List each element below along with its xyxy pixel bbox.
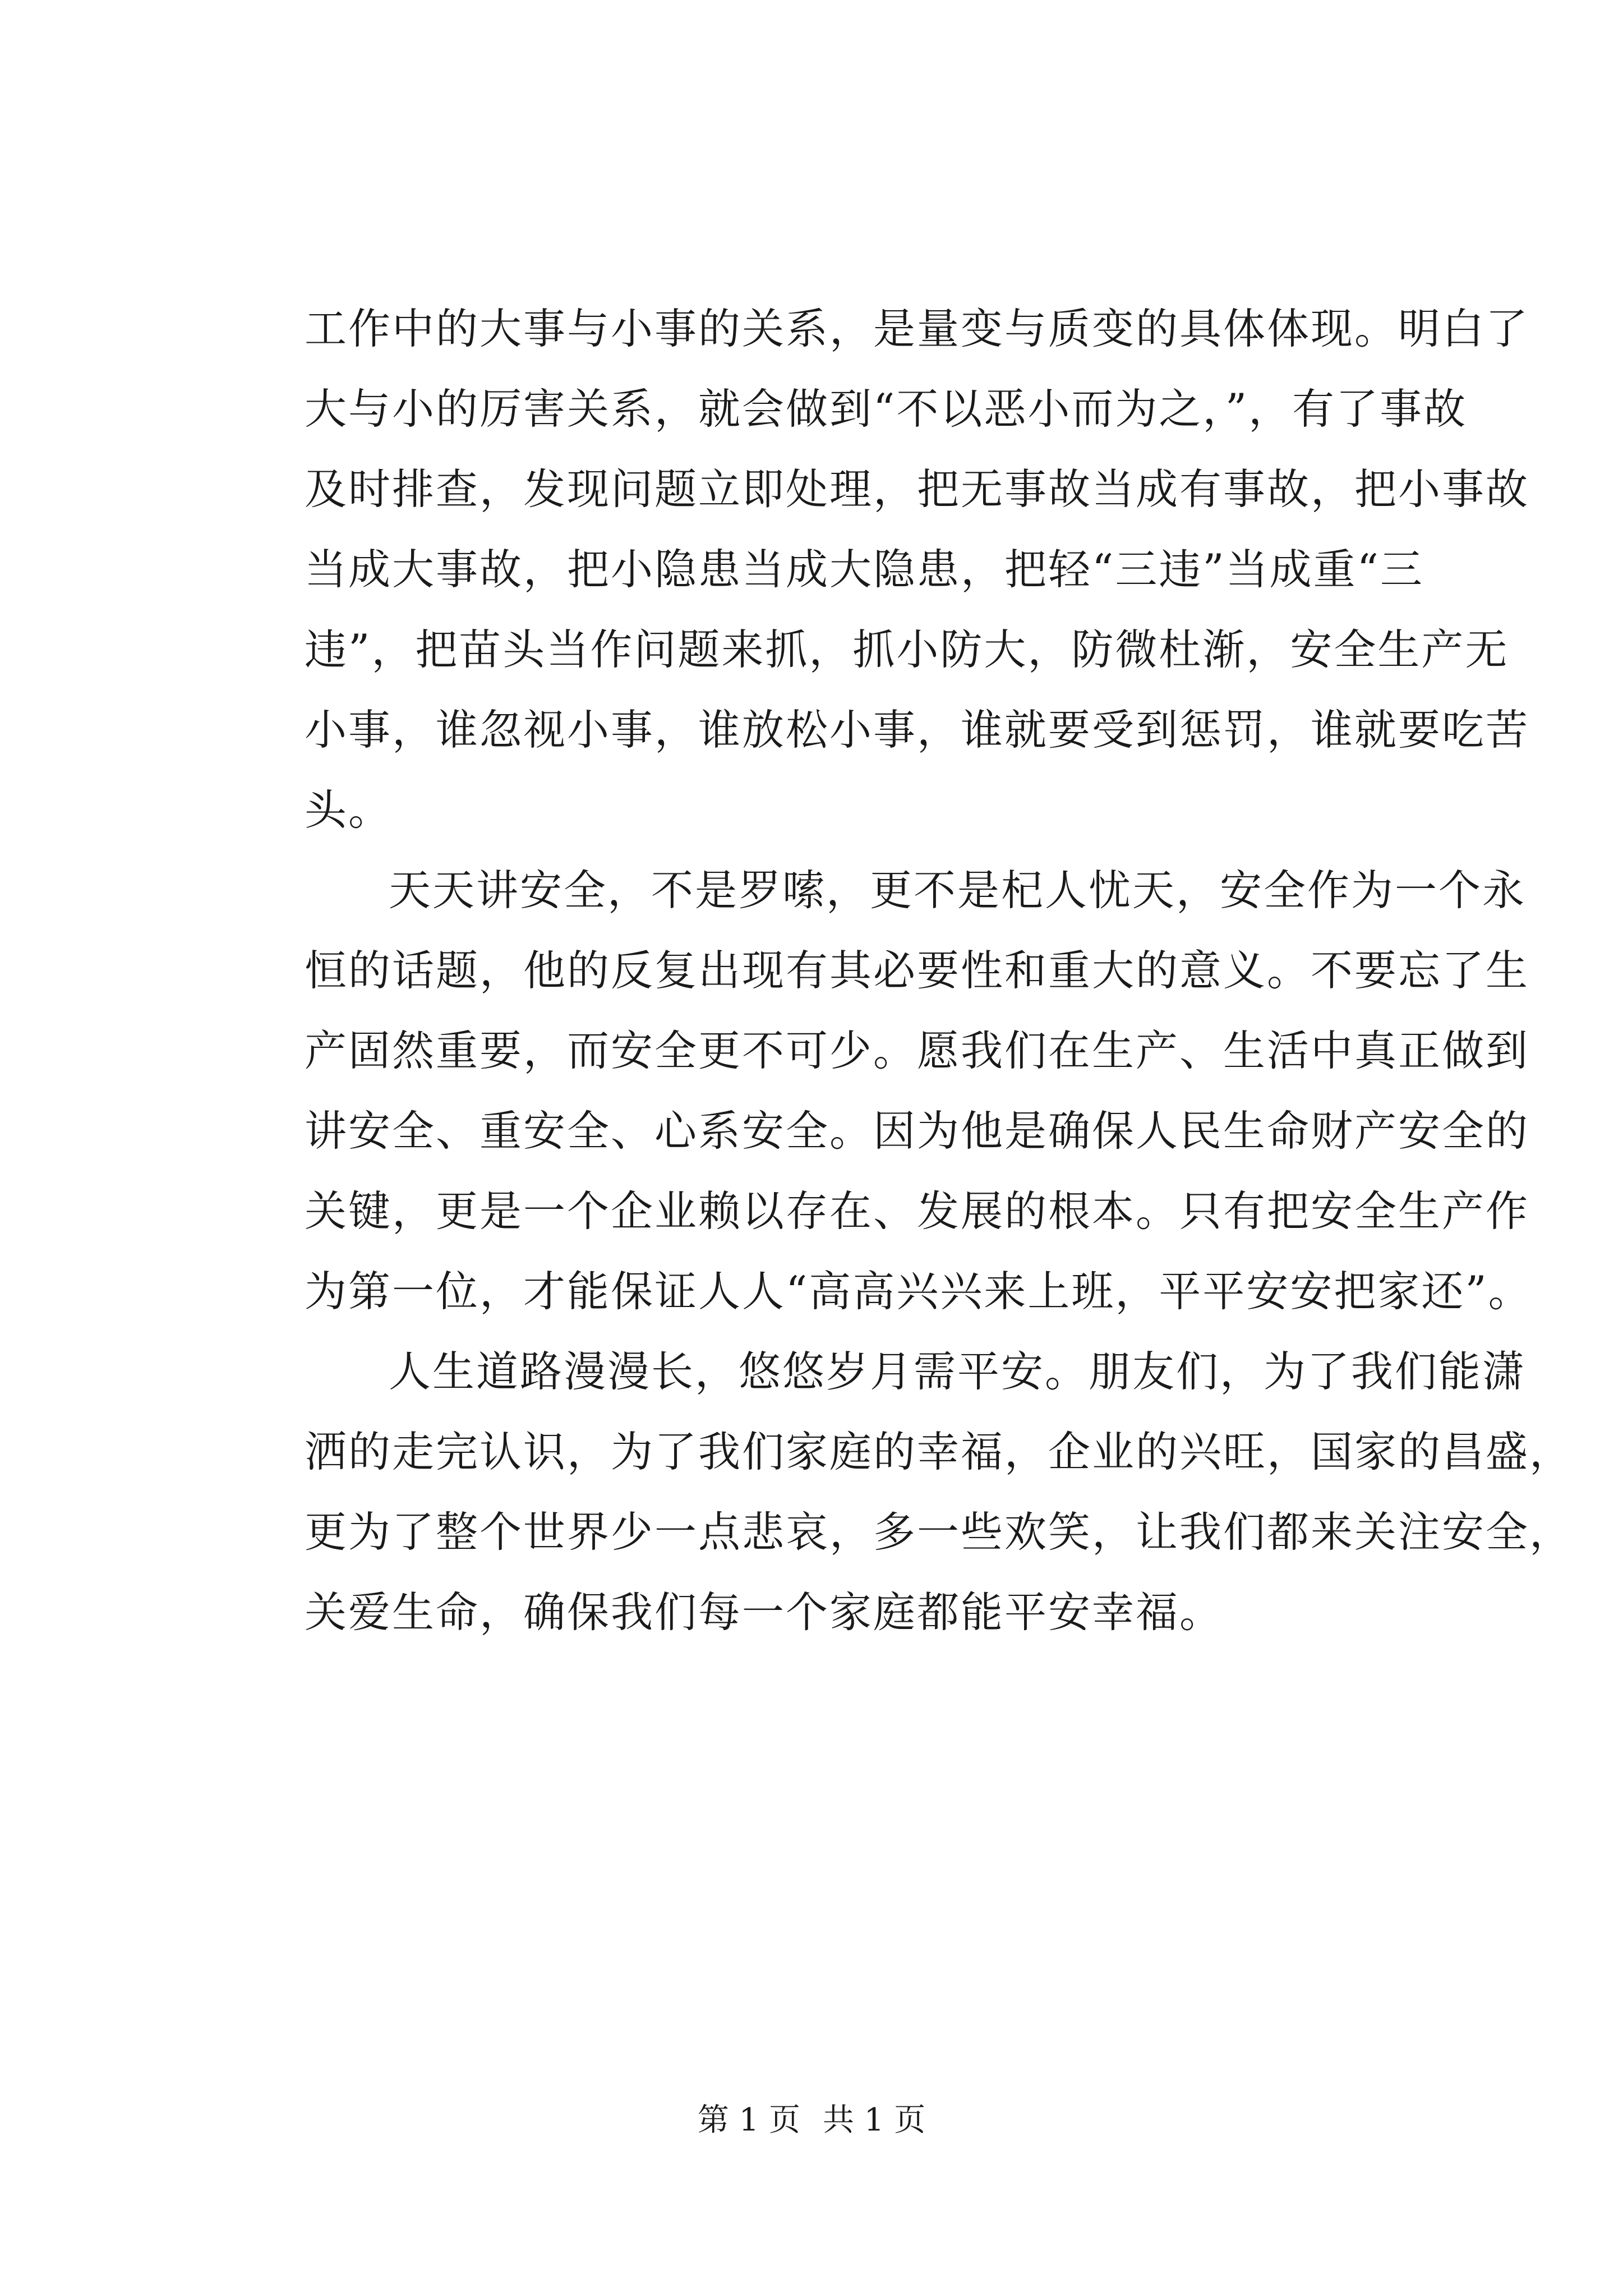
text-line: 天天讲安全，不是罗嗦，更不是杞人忧天，安全作为一个永 [389, 866, 1527, 915]
text-line: 大与小的厉害关系，就会做到“不以恶小而为之，”，有了事故 [305, 384, 1468, 434]
page-footer [0, 2098, 1623, 2143]
text-line: 讲安全、重安全、心系安全。因为他是确保人民生命财产安全的 [305, 1106, 1530, 1156]
text-line: 为第一位，才能保证人人“高高兴兴来上班，平平安安把家还”。 [305, 1267, 1532, 1316]
text-line: 洒的走完认识，为了我们家庭的幸福，企业的兴旺，国家的昌盛， [305, 1427, 1574, 1476]
text-line: 关键，更是一个企业赖以存在、发展的根本。只有把安全生产作 [305, 1186, 1530, 1236]
total-pages-label: 共 1 页 [823, 2102, 926, 2138]
text-line: 违”，把苗头当作问题来抓，抓小防大，防微杜渐，安全生产无 [305, 625, 1509, 674]
text-line: 关爱生命，确保我们每一个家庭都能平安幸福。 [305, 1588, 1224, 1637]
text-line: 人生道路漫漫长，悠悠岁月需平安。朋友们，为了我们能潇 [389, 1347, 1527, 1396]
text-line: 小事，谁忽视小事，谁放松小事，谁就要受到惩罚，谁就要吃苦 [305, 705, 1530, 754]
text-line: 当成大事故，把小隐患当成大隐患，把轻“三违”当成重“三 [305, 545, 1424, 594]
text-line: 更为了整个世界少一点悲哀，多一些欢笑，让我们都来关注安全， [305, 1507, 1574, 1557]
page-number-label: 第 1 页 [697, 2102, 800, 2138]
paragraph-3 [305, 1332, 1574, 1653]
paragraph-2 [305, 850, 1532, 1332]
paragraph-1 [305, 289, 1530, 850]
text-line: 恒的话题，他的反复出现有其必要性和重大的意义。不要忘了生 [305, 946, 1530, 995]
text-line: 工作中的大事与小事的关系，是量变与质变的具体体现。明白了 [305, 304, 1530, 353]
text-line: 及时排查，发现问题立即处理，把无事故当成有事故，把小事故 [305, 464, 1530, 514]
body-text [305, 289, 1574, 1653]
text-line: 产固然重要，而安全更不可少。愿我们在生产、生活中真正做到 [305, 1026, 1530, 1075]
text-line: 头。 [305, 785, 393, 835]
